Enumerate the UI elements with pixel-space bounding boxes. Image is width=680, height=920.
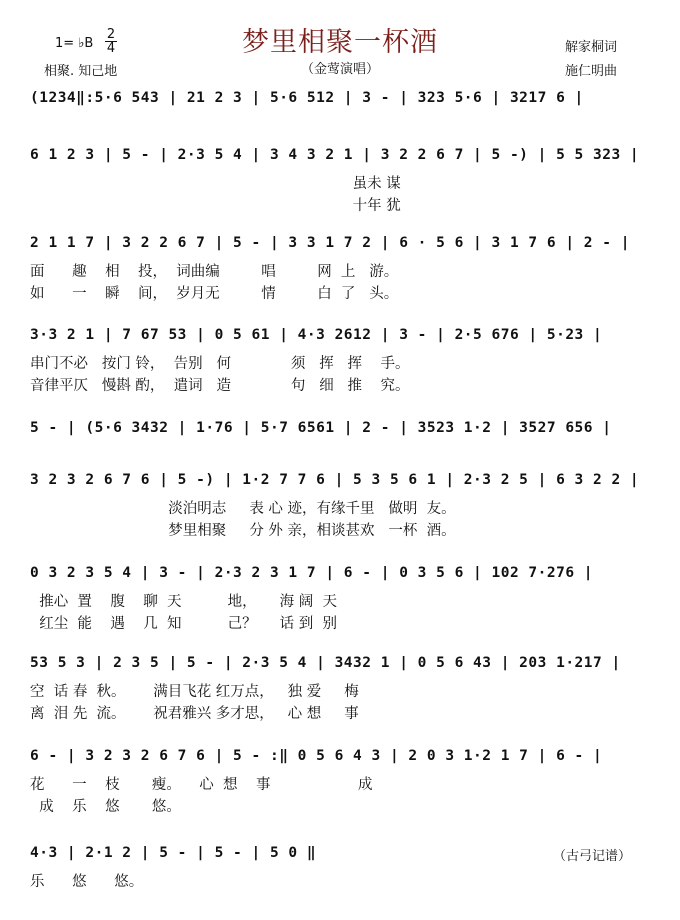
key-signature: 1= ♭B (55, 36, 94, 51)
notation-line: 0 3 2 3 5 4 | 3 - | 2·3 2 3 1 7 | 6 - | 0 3 5 6 | 102 7·276 | (30, 565, 594, 581)
lyric-line: 推心 置 腹 聊 天 地， 海 阔 天 (30, 594, 337, 610)
lyric-line: 花 一 枝 瘦。 心 想 事 成 (30, 777, 373, 793)
lyric-line: 串门不必 按门 铃， 告别 何 须 挥 挥 手。 (30, 356, 410, 372)
lyric-line: 离 泪 先 流。 祝君雅兴 多才思， 心 想 事 (30, 706, 359, 722)
composer: 施仁明曲 (565, 64, 618, 79)
lyric-line: 红尘 能 遇 几 知 己？ 话 到 别 (30, 616, 337, 632)
lyric-line: 虽未 谋 (30, 176, 401, 192)
lyric-line: 面 趣 相 投， 词曲编 唱 网 上 游。 (30, 264, 399, 280)
notation-line: 53 5 3 | 2 3 5 | 5 - | 2·3 5 4 | 3432 1 | 0 5 6 43 | 203 1·217 | (30, 655, 621, 671)
notation-line: 3·3 2 1 | 7 67 53 | 0 5 61 | 4·3 2612 | 3 - | 2·5 676 | 5·23 | (30, 327, 603, 343)
notation-line: 2 1 1 7 | 3 2 2 6 7 | 5 - | 3 3 1 7 2 | 6 · 5 6 | 3 1 7 6 | 2 - | (30, 235, 630, 251)
lyric-line: 淡泊明志 表 心 迹，有缘千里 做明 友。 (30, 501, 456, 517)
song-title: 梦里相聚一杯酒 (242, 27, 438, 58)
lyric-line: 梦里相聚 分 外 亲，相谈甚欢 一杯 酒。 (30, 523, 456, 539)
transcriber-credit: （古弓记谱） (553, 849, 632, 864)
lyric-line: 成 乐 悠 悠。 (30, 799, 181, 815)
lyric-line: 如 一 瞬 间， 岁月无 情 白 了 头。 (30, 286, 399, 302)
notation-line: 4·3 | 2·1 2 | 5 - | 5 - | 5 0 ‖ (30, 845, 317, 861)
notation-line: 5 - | (5·6 3432 | 1·76 | 5·7 6561 | 2 - | 3523 1·2 | 3527 656 | (30, 420, 612, 436)
notation-line: 3 2 3 2 6 7 6 | 5 -) | 1·2 7 7 6 | 5 3 5 6 1 | 2·3 2 5 | 6 3 2 2 | (30, 472, 640, 488)
notation-line: 6 - | 3 2 3 2 6 7 6 | 5 - :‖ 0 5 6 4 3 | 2 0 3 1·2 1 7 | 6 - | (30, 748, 603, 764)
lyric-line: 空 话 春 秋。 满目飞花 红万点， 独 爱 梅 (30, 684, 359, 700)
time-bottom: 4 (106, 41, 116, 56)
notation-line: 6 1 2 3 | 5 - | 2·3 5 4 | 3 4 3 2 1 | 3 2 2 6 7 | 5 -) | 5 5 323 | (30, 147, 640, 163)
performer: （金莺演唱） (300, 62, 379, 77)
time-top: 2 (106, 27, 116, 42)
notation-line: (1234‖:5·6 543 | 21 2 3 | 5·6 512 | 3 - | 323 5·6 | 3217 6 | (30, 90, 584, 106)
subtitle-left: 相聚. 知己地 (44, 64, 118, 79)
lyric-line: 乐 悠 悠。 (30, 874, 144, 890)
lyricist: 解家桐词 (565, 40, 618, 55)
lyric-line: 音律平仄 慢斟 酌， 遣词 造 句 细 推 究。 (30, 378, 410, 394)
lyric-line: 十年 犹 (30, 198, 401, 214)
